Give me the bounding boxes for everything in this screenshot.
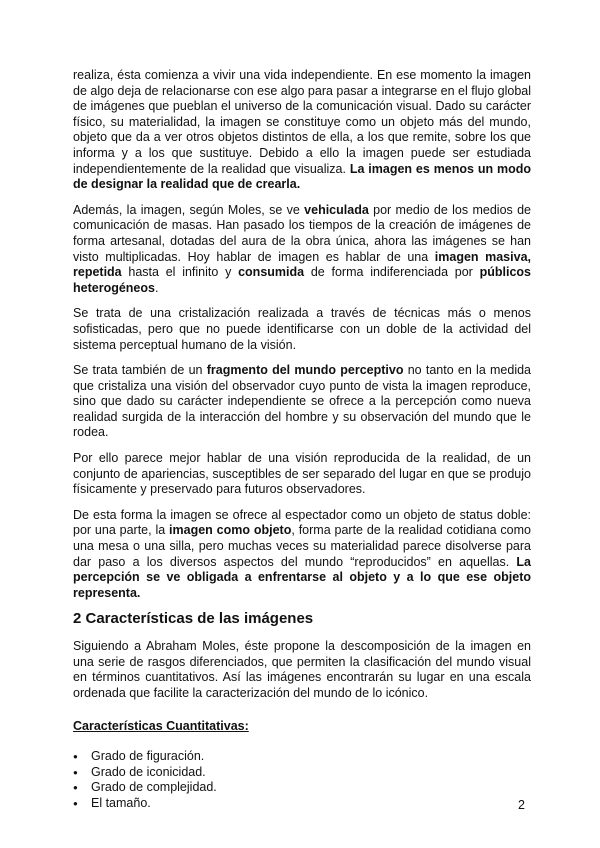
subheading: Características Cuantitativas:	[73, 719, 249, 734]
bold-run: La imagen es menos un modo de designar la realidad que de crearla.	[73, 161, 531, 192]
bold-run: imagen como objeto	[169, 523, 292, 538]
paragraph-2	[73, 203, 531, 297]
text-run: hasta el infinito y	[121, 265, 239, 280]
bold-run: imagen masiva, repetida	[73, 249, 531, 280]
paragraph-7	[73, 639, 531, 701]
paragraph-3	[73, 306, 531, 353]
page-number: 2	[518, 798, 525, 812]
text-run: realiza, ésta comienza a vivir una vida independiente. En ese momento la imagen de algo deja de relacionarse con ese algo para pasar a integrarse en el flujo global de imágenes que pueblan el universo de la comunicación visual. Dado su carácter físico, su materialidad, la imagen se constituye como un objeto más del mundo, objeto que da a ver otros objetos distintos de ella, a los que remite, sobre los que informa y a los que sustituye. Debido a ello la imagen puede ser estudiada independientemente de la realidad que visualiza.	[73, 68, 531, 176]
paragraph-6	[73, 508, 531, 602]
bold-run: fragmento del mundo perceptivo	[206, 363, 404, 378]
list-item: ● Grado de figuración.	[91, 749, 531, 765]
text-run: Siguiendo a Abraham Moles, éste propone la descomposición de la imagen en una serie de rasgos diferenciados, que permiten la clasificación del mundo visual en términos cuantitativos. Así las imágenes encontrarán su lugar en una escala ordenada que facilite la caracterización del mundo de lo icónico.	[73, 639, 531, 700]
list-item: ● Grado de iconicidad.	[91, 765, 531, 781]
bold-run: consumida	[238, 265, 305, 280]
text-run: por medio de los medios de comunicación de masas. Han pasado los tiempos de la creación de imágenes de forma artesanal, dotadas del aura de la obra única, ahora las imágenes se han visto multiplicadas. Hoy hablar de imagen es hablar de una	[73, 202, 532, 264]
characteristics-list	[73, 749, 531, 811]
text-run: Se trata también de un	[73, 363, 207, 378]
paragraph-1	[73, 68, 531, 193]
document-page	[73, 68, 531, 811]
text-run: De esta forma la imagen se ofrece al espectador como un objeto de status doble: por una parte, la	[73, 507, 531, 538]
paragraph-4	[73, 363, 531, 441]
text-run: .	[154, 280, 159, 295]
text-run: Se trata de una cristalización realizada a través de técnicas más o menos sofisticadas, pero que no puede identificarse con un doble de la actividad del sistema perceptual humano de la visión.	[73, 306, 531, 352]
bold-run: vehiculada	[304, 202, 369, 217]
paragraph-5	[73, 451, 531, 498]
text-run: no tanto en la medida que cristaliza una visión del observador cuyo punto de vista la imagen reproduce, sino que dado su carácter independiente se ofrece a la percepción como nueva realidad surgida de la interacción del hombre y su observación del mundo que le rodea.	[73, 363, 531, 440]
text-run: Además, la imagen, según Moles, se ve	[73, 202, 305, 217]
bold-run: públicos heterogéneos	[73, 265, 532, 295]
text-run: de forma indiferenciada por	[304, 265, 480, 280]
text-run: , forma parte de la realidad cotidiana como una mesa o una silla, pero muchas veces su materialidad parece disolverse para dar paso a los diversos aspectos del mundo “reproducidos” en aquellas.	[73, 523, 531, 569]
list-item: ● Grado de complejidad.	[91, 780, 531, 796]
section-heading: 2 Características de las imágenes	[73, 610, 314, 628]
bold-run: La percepción se ve obligada a enfrentarse al objeto y a lo que ese objeto representa.	[73, 554, 531, 600]
list-item: ● El tamaño.	[91, 796, 531, 812]
text-run: Por ello parece mejor hablar de una visión reproducida de la realidad, de un conjunto de apariencias, susceptibles de ser separado del lugar en que se produjo físicamente y preservado para futuros observadores.	[73, 451, 531, 497]
